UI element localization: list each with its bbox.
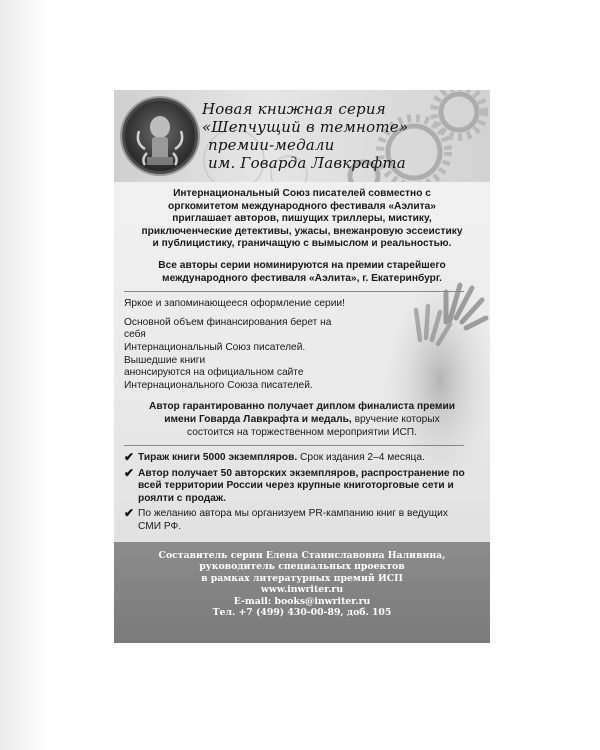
flyer-header (114, 90, 490, 182)
nomination-line: Все авторы серии номинируются на премии старейшего (158, 259, 446, 271)
award-block (124, 401, 480, 439)
contact-footer (114, 542, 490, 643)
nomination-block (124, 260, 480, 285)
title-line: Новая книжная серия (202, 100, 386, 118)
phone-number: Тел. +7 (499) 430-00-89, доб. 105 (212, 607, 392, 619)
page-edge-shade (0, 0, 50, 750)
cthulhu-medal-emblem-icon (122, 98, 198, 174)
flyer-body (124, 188, 480, 554)
list-item (124, 465, 468, 506)
design-note: Яркое и запоминающееся оформление серии! (124, 298, 345, 310)
website-link[interactable]: www.inwriter.ru (260, 584, 344, 596)
intro-line: приключенческие детективы, ужасы, внежанровую эссеистику (141, 225, 463, 237)
title-line: им. Говарда Лавкрафта (208, 154, 406, 172)
award-line (124, 414, 480, 427)
title-line: «Шепчущий в темноте» (202, 118, 409, 136)
benefits-list (124, 452, 480, 534)
nomination-line: международного фестиваля «Аэлита», г. Екатеринбург. (162, 272, 442, 284)
flyer (114, 90, 490, 643)
list-item (124, 508, 468, 533)
email-link[interactable]: E-mail: books@inwriter.ru (233, 595, 371, 607)
funding-block (124, 317, 354, 393)
title-line: премии-медали (208, 136, 335, 154)
checkmark-icon: ✔ (124, 465, 135, 480)
funding-line: Интернационального Союза писателей. (124, 379, 313, 391)
divider (124, 291, 464, 292)
footer-line: Составитель серии Елена Станиславовна Наливина, (158, 550, 446, 561)
award-rest: вручение которых (351, 413, 440, 425)
intro-line: оргкомитетом международного фестиваля «Аэлита» (168, 200, 436, 212)
award-line: Автор гарантированно получает диплом финалиста премии (148, 401, 455, 413)
list-item (124, 452, 480, 465)
benefit-bold: Автор получает 50 авторских экземпляров, распространение по всей территории России через крупные книготорговые сети и роялти с продаж. (138, 467, 465, 504)
intro-line: и публицистику, граничащую с вымыслом и реальностью. (152, 238, 452, 250)
intro-block (124, 188, 480, 251)
series-title (202, 100, 487, 172)
intro-line: приглашает авторов, пишущих триллеры, мистику, (172, 213, 432, 225)
footer-line: в рамках литературных премий ИСП (201, 572, 403, 584)
funding-line: Основной объем финансирования берет на себя (124, 316, 332, 341)
checkmark-icon: ✔ (124, 506, 135, 521)
checkmark-icon: ✔ (124, 450, 135, 465)
divider (124, 445, 464, 446)
benefit-rest: Срок издания 2–4 месяца. (297, 452, 425, 464)
intro-line: Интернациональный Союз писателей совместно с (173, 188, 431, 199)
award-line: состоится на торжественном мероприятии ИСП. (187, 426, 417, 438)
footer-line: руководитель специальных проектов (199, 561, 405, 573)
funding-line: анонсируются на официальном сайте (124, 367, 304, 379)
funding-line: Интернациональный Союз писателей. Вышедшие книги (124, 341, 306, 366)
award-bold: имени Говарда Лавкрафта и медаль, (164, 413, 352, 425)
benefit-rest: По желанию автора мы организуем PR-кампанию книг в ведущих СМИ РФ. (138, 508, 448, 533)
benefit-bold: Тираж книги 5000 экземпляров. (138, 452, 298, 464)
